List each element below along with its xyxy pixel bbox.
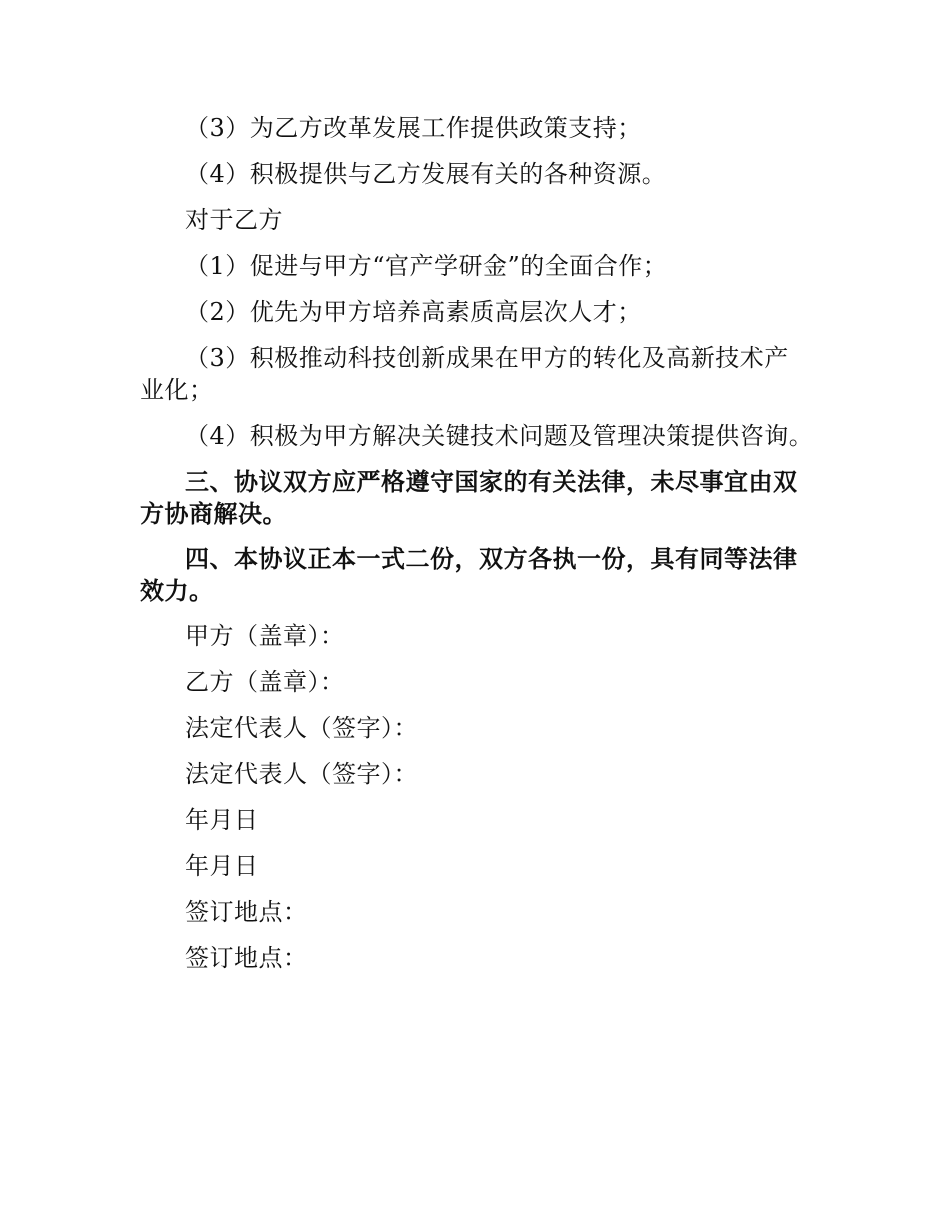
item-b-4: （4）积极为甲方解决关键技术问题及管理决策提供咨询。 bbox=[185, 422, 814, 450]
item-a-3: （3）为乙方改革发展工作提供政策支持； bbox=[185, 114, 642, 142]
clause-3: 三、协议双方应严格遵守国家的有关法律，未尽事宜由双 bbox=[185, 467, 798, 496]
party-a-date: 年月日 bbox=[185, 806, 259, 834]
party-a-seal: 甲方（盖章）： bbox=[185, 622, 345, 650]
party-b-heading: 对于乙方 bbox=[185, 206, 283, 234]
party-a-signing-place: 签订地点： bbox=[185, 898, 308, 926]
party-b-date: 年月日 bbox=[185, 852, 259, 880]
item-b-1: （1）促进与甲方“官产学研金”的全面合作； bbox=[185, 252, 668, 280]
item-a-4: （4）积极提供与乙方发展有关的各种资源。 bbox=[185, 160, 667, 188]
clause-4-cont: 效力。 bbox=[140, 576, 214, 605]
clause-4: 四、本协议正本一式二份，双方各执一份，具有同等法律 bbox=[185, 544, 798, 573]
item-b-2: （2）优先为甲方培养高素质高层次人才； bbox=[185, 298, 642, 326]
party-b-signing-place: 签订地点： bbox=[185, 944, 308, 972]
party-a-legal-rep: 法定代表人（签字）： bbox=[185, 714, 418, 742]
clause-3-cont: 方协商解决。 bbox=[140, 499, 287, 528]
item-b-3-cont: 业化； bbox=[140, 376, 214, 404]
item-b-3: （3）积极推动科技创新成果在甲方的转化及高新技术产 bbox=[185, 344, 789, 372]
party-b-legal-rep: 法定代表人（签字）： bbox=[185, 760, 418, 788]
party-b-seal: 乙方（盖章）： bbox=[185, 668, 345, 696]
